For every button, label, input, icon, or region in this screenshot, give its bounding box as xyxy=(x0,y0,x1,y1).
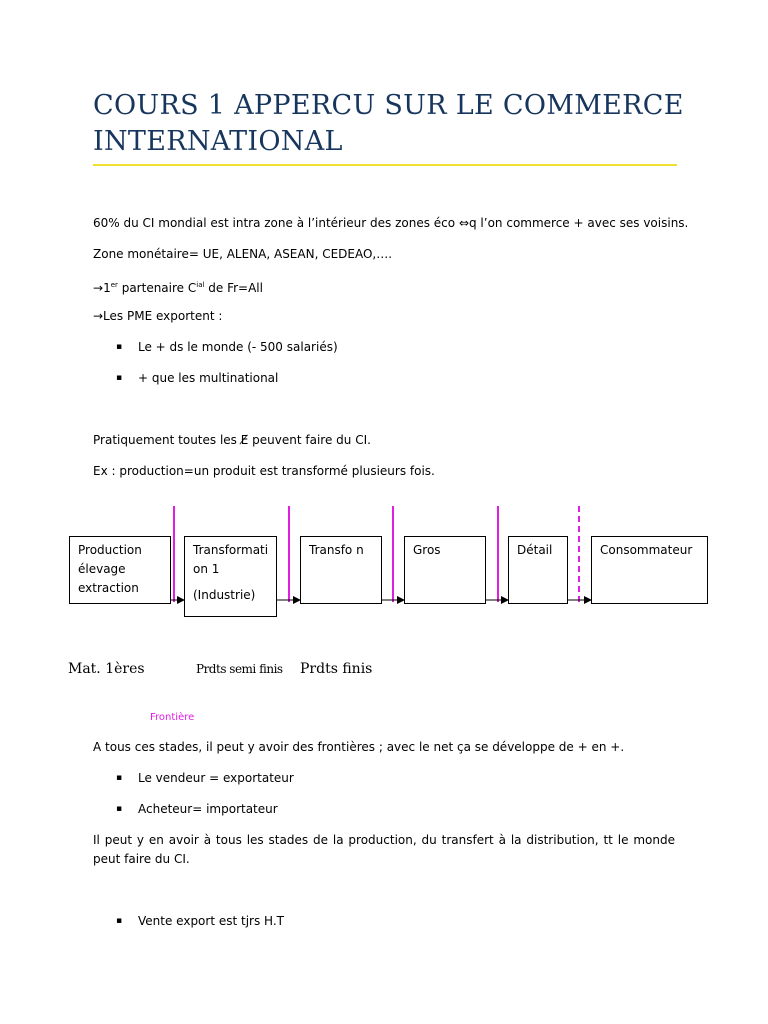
flow-box-text: Détail xyxy=(517,543,553,557)
superscript-er: er xyxy=(110,281,118,289)
flow-box-consommateur xyxy=(591,536,708,604)
bullet-marker: ▪ xyxy=(116,373,123,383)
list-item: Vente export est tjrs H.T xyxy=(138,914,285,928)
flow-box-text: élevage xyxy=(78,562,126,576)
flow-box-text: on 1 xyxy=(193,562,220,576)
intro-line-3-text-a: 1 xyxy=(103,281,111,295)
flow-box-text: Consommateur xyxy=(600,543,693,557)
bullet-marker: ▪ xyxy=(116,342,123,352)
paragraph-stades: Il peut y en avoir à tous les stades de la production, du transfert à la distribution, tt le monde peut faire du CI. xyxy=(93,833,675,866)
flow-box-transformation-n xyxy=(300,536,382,604)
frontiere-legend: Frontière xyxy=(150,712,195,723)
intro-line-3-text-b: partenaire C xyxy=(117,281,197,295)
bullet-marker: ▪ xyxy=(116,804,123,814)
intro-line-2: Zone monétaire= UE, ALENA, ASEAN, CEDEAO,…. xyxy=(93,247,393,261)
right-arrow-icon: → xyxy=(93,281,104,295)
stage-label-finis: Prdts finis xyxy=(300,661,373,677)
superscript-ial: ial xyxy=(196,281,205,289)
stage-label-mat: Mat. 1ères xyxy=(68,661,145,677)
list-item: Le vendeur = exportateur xyxy=(138,771,294,785)
flow-box-text: Production xyxy=(78,543,142,557)
struck-e-symbol: E̸ xyxy=(240,433,249,447)
line-7: A tous ces stades, il peut y avoir des frontières ; avec le net ça se développe de + en +. xyxy=(93,740,625,754)
flow-box-text: Transformati xyxy=(193,543,269,557)
stage-label-semi-finis: Prdts semi finis xyxy=(196,662,283,676)
line-6: Ex : production=un produit est transformé plusieurs fois. xyxy=(93,464,435,478)
intro-line-4: →Les PME exportent : xyxy=(93,309,223,323)
flow-box-gros xyxy=(404,536,486,604)
bullet-marker: ▪ xyxy=(116,773,123,783)
double-arrow-icon: ⇔ xyxy=(458,216,469,230)
line-5-text-b: peuvent faire du CI. xyxy=(248,433,371,447)
list-item: + que les multinational xyxy=(138,371,279,385)
intro-line-3-text-c: de Fr=All xyxy=(204,281,263,295)
flow-box-text: Transfo n xyxy=(309,543,364,557)
flow-box-text: (Industrie) xyxy=(193,588,256,602)
list-item: Acheteur= importateur xyxy=(138,802,278,816)
flow-box-production xyxy=(69,536,171,604)
intro-line-1-text-a: 60% du CI mondial est intra zone à l’intérieur des zones éco xyxy=(93,216,459,230)
flow-box-text: extraction xyxy=(78,581,139,595)
flow-box-transformation-1 xyxy=(184,536,277,617)
line-5-text-a: Pratiquement toutes les xyxy=(93,433,241,447)
bullet-marker: ▪ xyxy=(116,916,123,926)
intro-line-1-text-b: q l’on commerce + avec ses voisins. xyxy=(469,216,689,230)
page-title: COURS 1 APPERCU SUR LE COMMERCE INTERNATIONAL xyxy=(93,90,684,157)
flow-box-text: Gros xyxy=(413,543,441,557)
list-item: Le + ds le monde (- 500 salariés) xyxy=(138,340,338,354)
flow-box-detail xyxy=(508,536,568,604)
